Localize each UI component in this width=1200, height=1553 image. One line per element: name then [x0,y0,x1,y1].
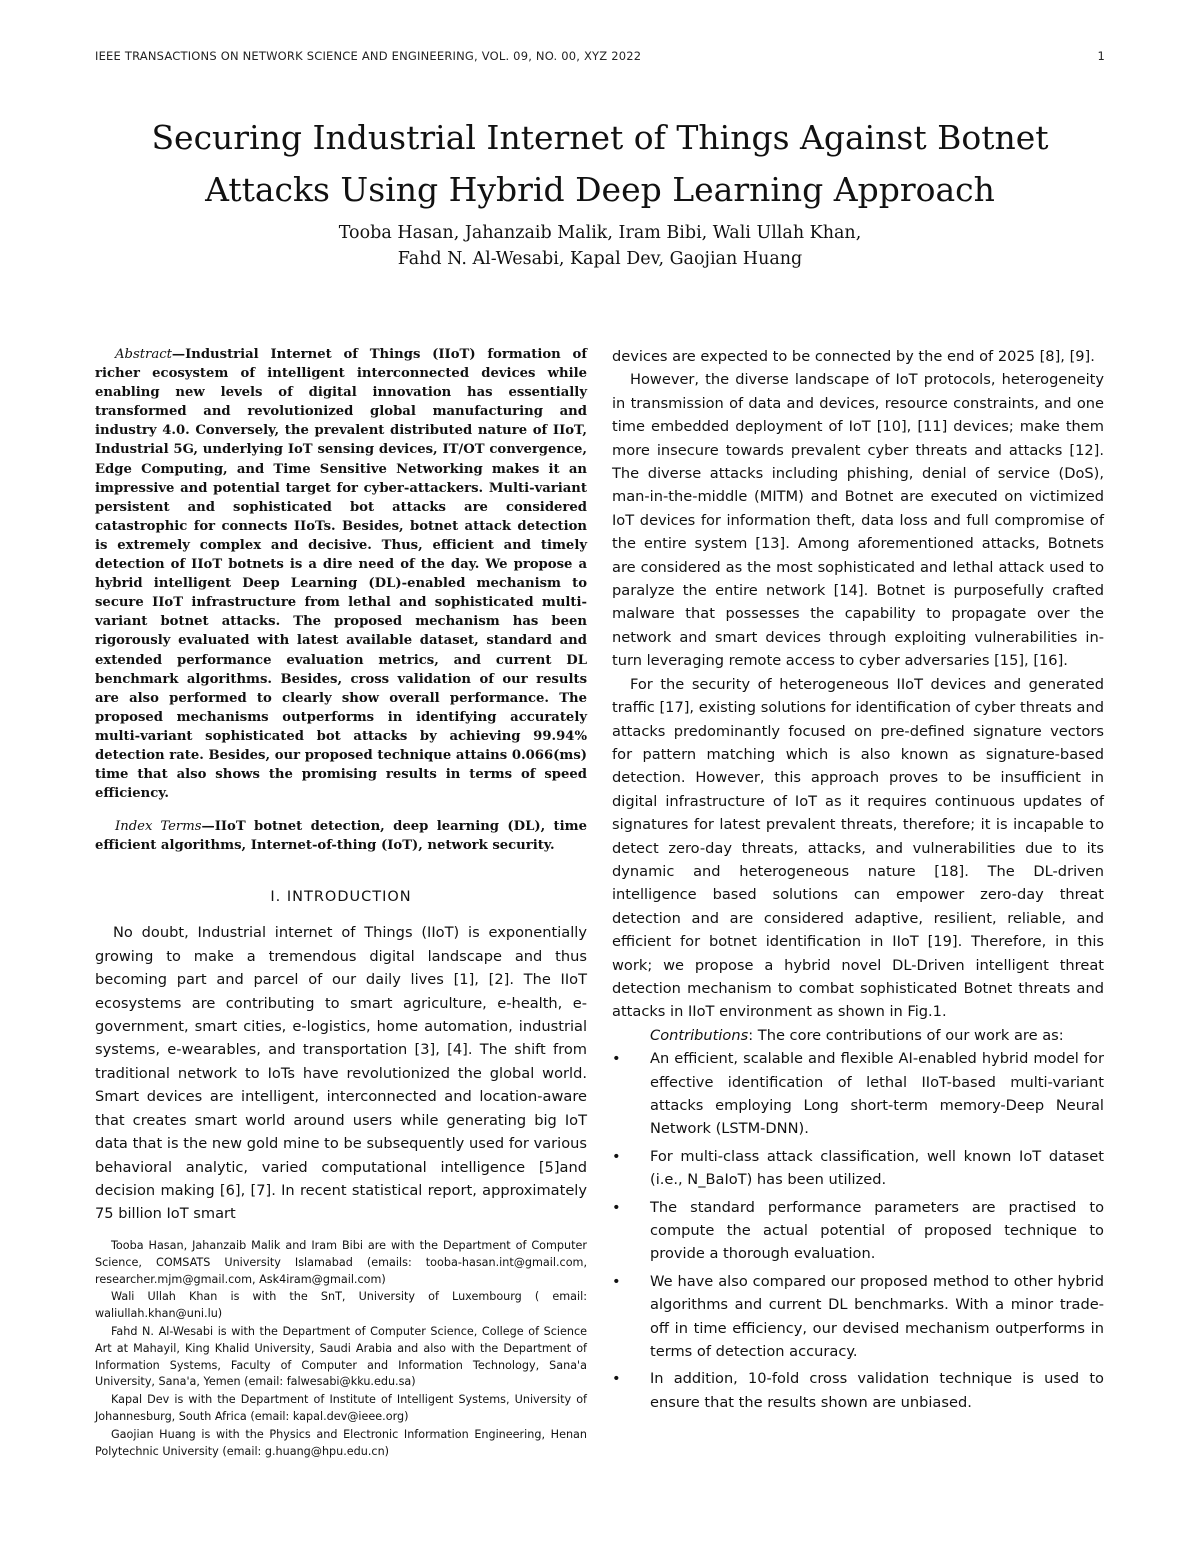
bullet-icon: • [612,1370,621,1388]
author-list [95,220,1105,272]
paper-title [95,112,1105,216]
page-number: 1 [1097,49,1105,63]
intro-paragraph-3: For the security of heterogeneous IIoT devices and generated traffic [17], existing solutions for identification of cyber threats and attacks predominantly focused on pre-defined signature vectors for pattern matching which is also known as signature-based detection. However, this approach proves to be insufficient in digital infrastructure of IoT as it requires continuous updates of signatures for latest prevalent threats, therefore; it is incapable to detect zero-day threats, attacks, and vulnerabilities due to its dynamic and heterogeneous nature [18]. The DL-driven intelligence based solutions can empower zero-day threat detection and are considered adaptive, resilient, reliable, and efficient for botnet identification in IIoT [19]. Therefore, in this work; we propose a hybrid novel DL-Driven intelligent threat detection mechanism to combat sophisticated Botnet threats and attacks in IIoT environment as shown in Fig.1. [612,675,1104,1021]
abstract-lead: Abstract [115,347,172,362]
index-terms-lead: Index Terms [115,819,202,835]
index-terms [95,817,587,855]
contribution-text: An efficient, scalable and flexible AI-enabled hybrid model for effective identification of lethal IIoT-based multi-variant attacks employing Long short-term memory-Deep Neural Network (LSTM-DNN). [650,1050,1104,1138]
contribution-text: In addition, 10-fold cross validation technique is used to ensure that the results shown are unbiased. [650,1370,1104,1411]
footnote-4: Kapal Dev is with the Department of Institute of Intelligent Systems, University of Johannesburg, South Africa (email: kapal.dev@ieee.org) [95,1393,587,1423]
author-footnotes [95,1238,587,1461]
list-item [612,1145,1104,1192]
footnote-1: Tooba Hasan, Jahanzaib Malik and Iram Bibi are with the Department of Computer Science, COMSATS University Islamabad (emails: tooba-hasan.int@gmail.com, researcher.mjm@gmail.com, Ask4iram@gmail.com) [95,1239,587,1286]
right-column [612,345,1104,1418]
bullet-icon: • [612,1198,621,1216]
title-line-2: Attacks Using Hybrid Deep Learning Approach [205,170,995,209]
section-heading-introduction: I. INTRODUCTION [270,889,412,906]
left-column [95,345,587,1226]
bullet-icon: • [612,1050,621,1068]
title-line-1: Securing Industrial Internet of Things Against Botnet [151,118,1049,157]
abstract [95,345,587,803]
list-item [612,1270,1104,1364]
running-head-text: IEEE TRANSACTIONS ON NETWORK SCIENCE AND ENGINEERING, VOL. 09, NO. 00, XYZ 2022 [95,49,642,63]
list-item [612,1196,1104,1266]
contributions-intro: : The core contributions of our work are as: [748,1026,1064,1044]
contributions-list [612,1047,1104,1414]
intro-paragraph-1: No doubt, Industrial internet of Things (IIoT) is exponentially growing to make a tremendous digital landscape and thus becoming part and parcel of our daily lives [1], [2]. The IIoT ecosystems are contributing to smart agriculture, e-health, e-government, smart cities, e-logistics, home automation, industrial systems, e-wearables, and transportation [3], [4]. The shift from traditional network to IoTs have revolutionized the global world. Smart devices are intelligent, interconnected and location-aware that creates smart world around users while generating big IoT data that is the new gold mine to be subsequently used for various behavioral analytic, varied computational intelligence [5]and decision making [6], [7]. In recent statistical report, approximately 75 billion IoT smart [95,924,587,1223]
authors-line-1: Tooba Hasan, Jahanzaib Malik, Iram Bibi, Wali Ullah Khan, [338,223,862,243]
index-terms-text: —IIoT botnet detection, deep learning (DL), time efficient algorithms, Internet-of-thing (IoT), network security. [95,819,587,854]
list-item [612,1047,1104,1141]
footnote-5: Gaojian Huang is with the Physics and Electronic Information Engineering, Henan Polytechnic University (email: g.huang@hpu.edu.cn) [95,1427,587,1458]
list-item [612,1367,1104,1414]
contributions-lead [612,1024,1104,1047]
bullet-icon: • [612,1147,621,1165]
contribution-text: We have also compared our proposed method to other hybrid algorithms and current DL benchmarks. With a minor trade-off in time efficiency, our devised mechanism outperforms in terms of detection accuracy. [650,1272,1104,1361]
abstract-text: —Industrial Internet of Things (IIoT) formation of richer ecosystem of intelligent interconnected devices while enabling new levels of digital innovation has essentially transformed and revolutionized global manufacturing and industry 4.0. Conversely, the prevalent distributed nature of IIoT, Industrial 5G, underlying IoT sensing devices, IT/OT convergence, Edge Computing, and Time Sensitive Networking makes it an impressive and potential target for cyber-attackers. Multi-variant persistent and sophisticated bot attacks are considered catastrophic for connects IIoTs. Besides, botnet attack detection is extremely complex and decisive. Thus, efficient and timely detection of IIoT botnets is a dire need of the day. We propose a hybrid intelligent Deep Learning (DL)-enabled mechanism to secure IIoT infrastructure from lethal and sophisticated multi-variant botnet attacks. The proposed mechanism has been rigorously evaluated with latest available dataset, standard and extended performance evaluation metrics, and current DL benchmark algorithms. Besides, cross validation of our results are also performed to clearly show overall performance. The proposed mechanisms outperforms in identifying accurately multi-variant sophisticated bot attacks by achieving 99.94% detection rate. Besides, our proposed technique attains 0.066(ms) time that also shows the promising results in terms of speed efficiency. [95,347,587,802]
intro-paragraph-1-continued: devices are expected to be connected by the end of 2025 [8], [9]. [612,348,1095,365]
footnote-3: Fahd N. Al-Wesabi is with the Department of Computer Science, College of Science Art at Mahayil, King Khalid University, Saudi Arabia and also with the Department of Information Systems, Faculty of Computer and Information Technology, Sana'a University, Sana'a, Yemen (email: falwesabi@kku.edu.sa) [95,1324,587,1389]
intro-paragraph-2: However, the diverse landscape of IoT protocols, heterogeneity in transmission of data and devices, resource constraints, and one time embedded deployment of IoT [10], [11] devices; make them more insecure towards prevalent cyber threats and attacks [12]. The diverse attacks including phishing, denial of service (DoS), man-in-the-middle (MITM) and Botnet are executed on victimized IoT devices for information theft, data loss and full compromise of the entire system [13]. Among aforementioned attacks, Botnets are considered as the most sophisticated and lethal attack used to paralyze the entire network [14]. Botnet is purposefully crafted malware that possesses the capability to propagate over the network and smart devices through exploiting vulnerabilities in-turn leveraging remote access to cyber adversaries [15], [16]. [612,371,1104,670]
authors-line-2: Fahd N. Al-Wesabi, Kapal Dev, Gaojian Huang [397,249,803,269]
contributions-label: Contributions [650,1026,749,1044]
footnote-2: Wali Ullah Khan is with the SnT, University of Luxembourg ( email: waliullah.khan@uni.lu) [95,1290,587,1321]
running-head [95,49,1105,63]
bullet-icon: • [612,1272,621,1290]
contribution-text: The standard performance parameters are practised to compute the actual potential of proposed technique to provide a thorough evaluation. [650,1198,1104,1263]
contribution-text: For multi-class attack classification, well known IoT dataset (i.e., N_BaIoT) has been utilized. [650,1147,1104,1189]
